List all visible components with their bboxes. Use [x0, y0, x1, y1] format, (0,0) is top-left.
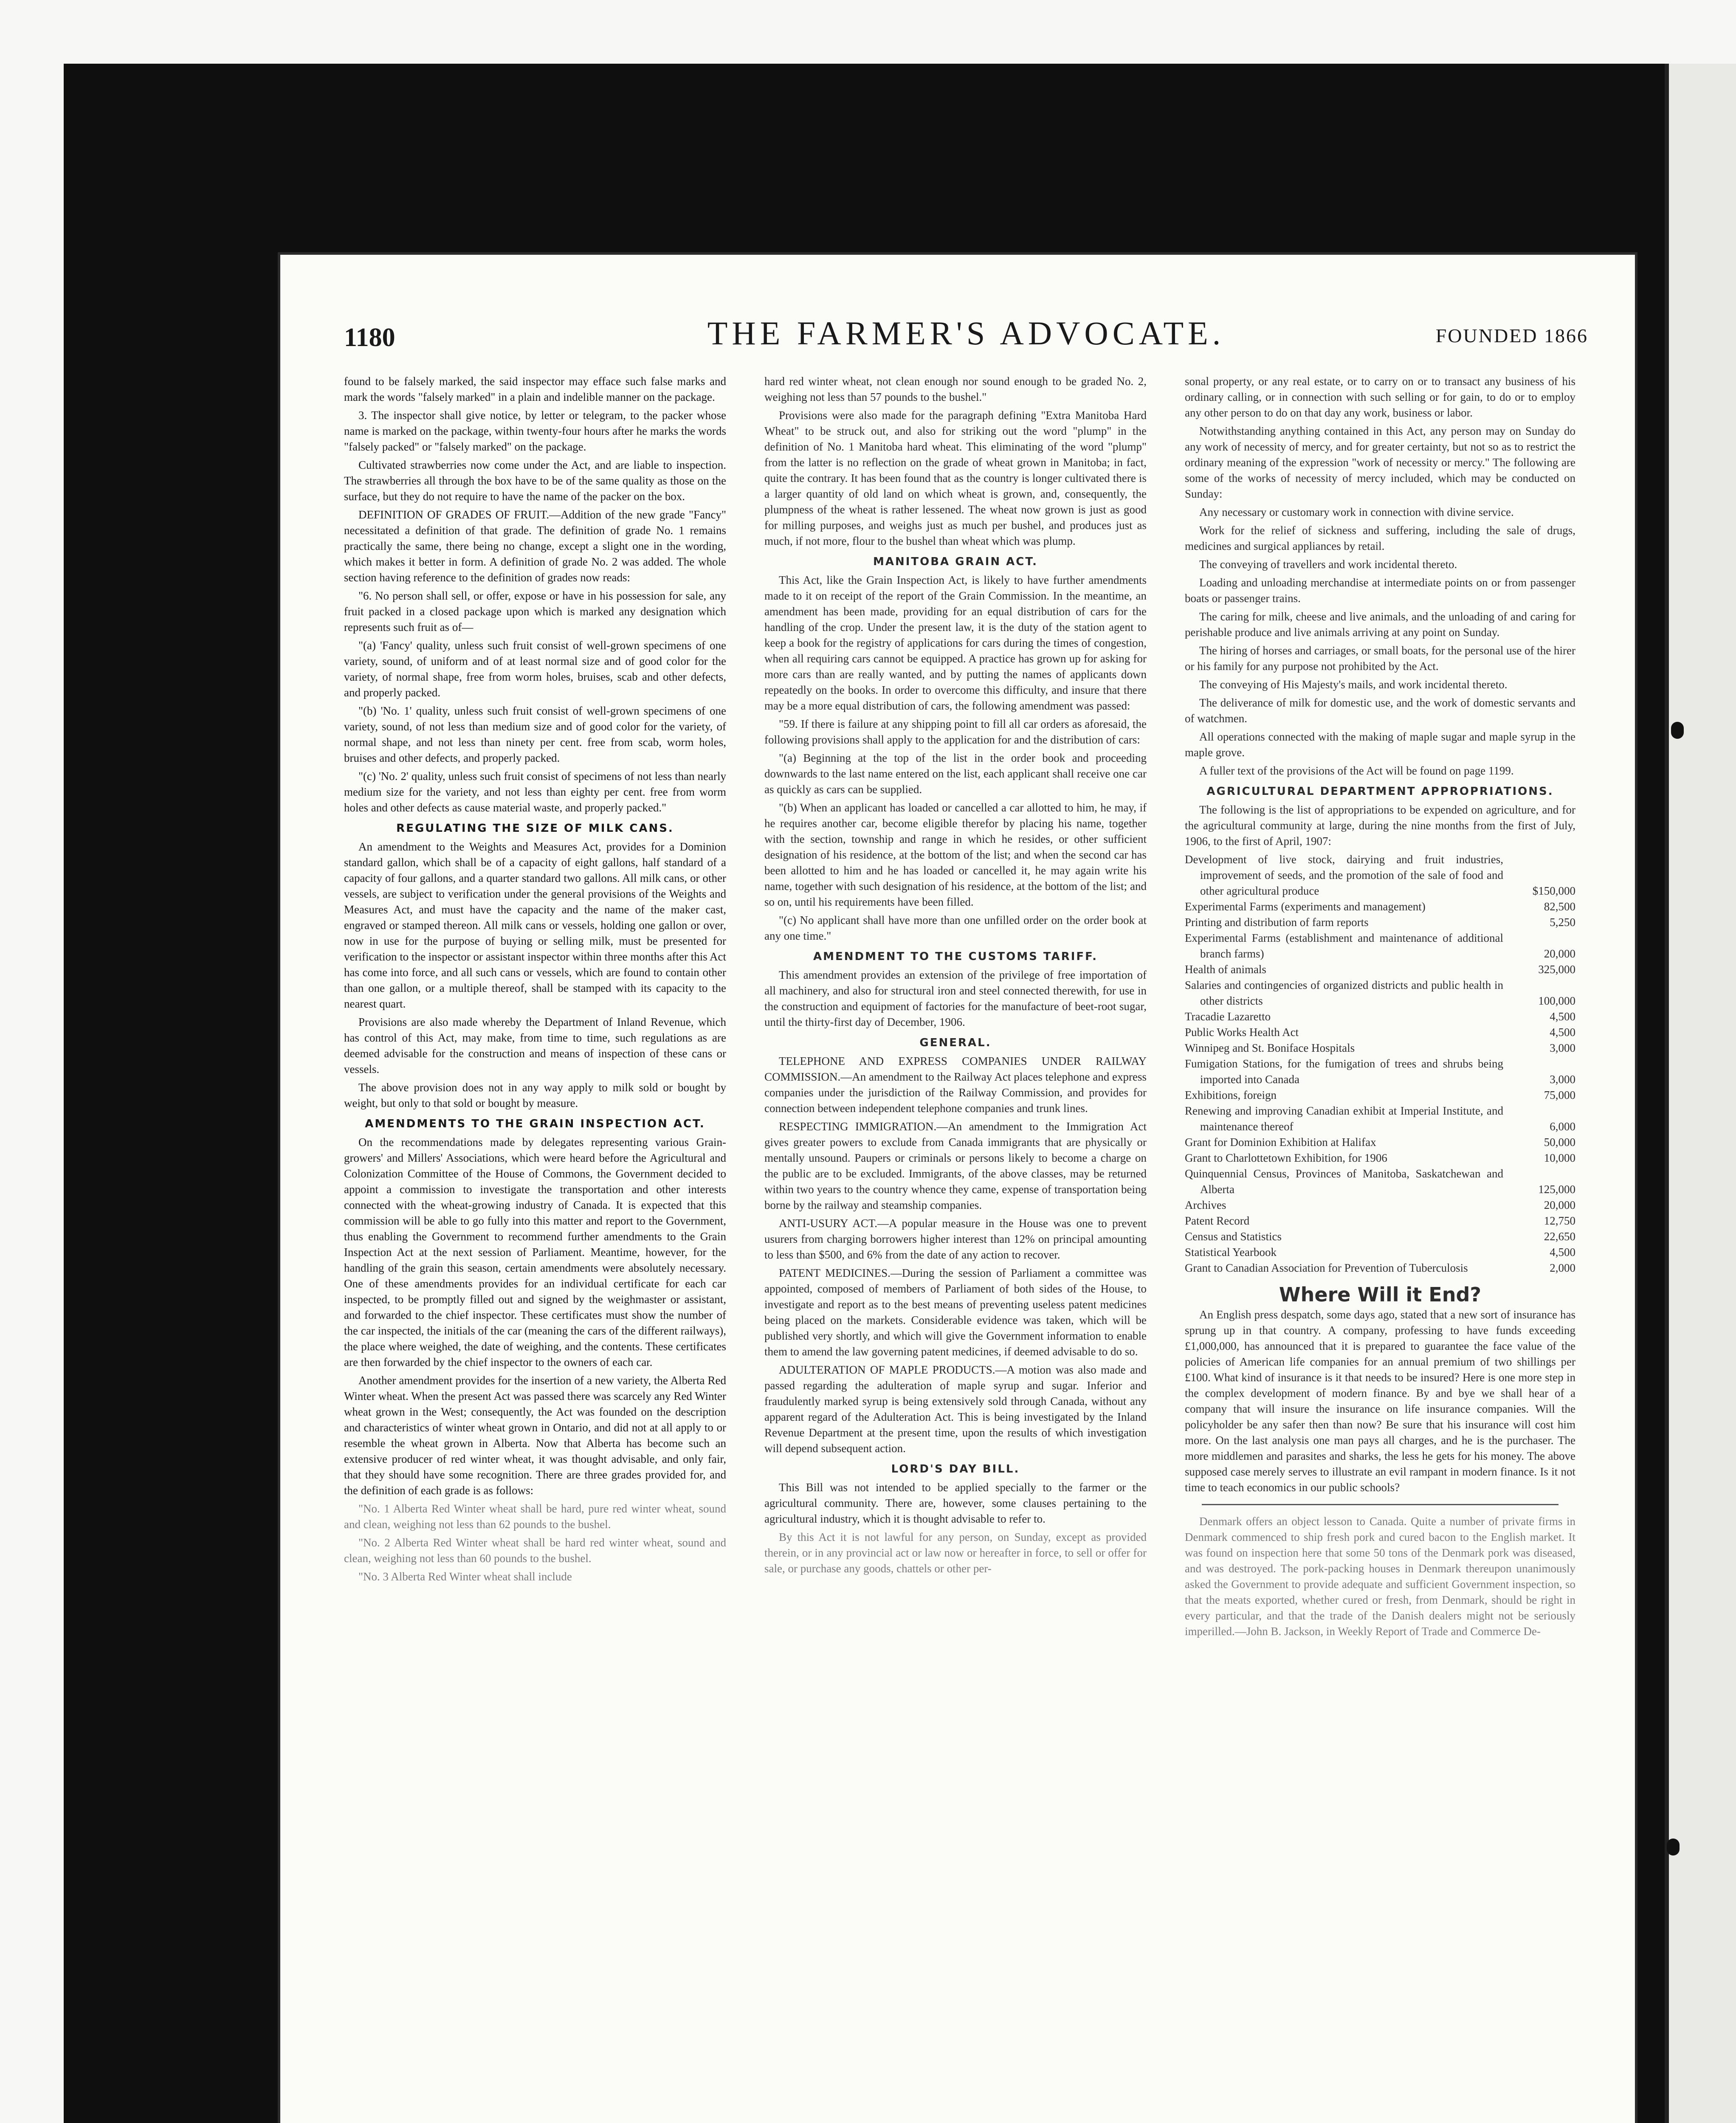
- paragraph: Provisions were also made for the paragraph defining "Extra Manitoba Hard Wheat" to be struck out, and also for striking out the word "plump" in the definition of No. 1 Manitoba hard wheat. This eliminating of the word "plump" from the latter is no reflection on the grade of wheat grown in Manitoba; in fact, quite the contrary. It has been found that as the country is longer cultivated there is a larger quantity of old land on which wheat is grown, and, consequently, the plumpness of the wheat is rather lessened. The wheat now grown is just as good for milling purposes, and weighs just as much per bushel, and produces just as much, if not more, flour to the bushel than wheat which was plump.: [764, 409, 1147, 547]
- paragraph: Denmark offers an object lesson to Canada. Quite a number of private firms in Denmark commenced to ship fresh pork and cured bacon to the English market. It was found on inspection here that some 50 tons of the Denmark pork was diseased, and was destroyed. The pork-packing houses in Denmark thereupon unanimously asked the Government to provide adequate and sufficient Government inspection, so that the meats exported, whether cured or fresh, from Denmark, should be right in every particular, and that the trade of the Danish dealers might not be seriously imperilled.—John B. Jackson, in Weekly Report of Trade and Commerce De-: [1185, 1515, 1575, 1638]
- appropriation-item: Health of animals: [1185, 963, 1266, 976]
- paragraph: DEFINITION OF GRADES OF FRUIT.—Addition of the new grade "Fancy" necessitated a definition of that grade. The definition of grade No. 1 remains practically the same, there being no change, except a slight one in the wording, which makes it better in form. A definition of grade No. 2 was added. The whole section having reference to the definition of grades now reads:: [344, 508, 726, 584]
- appropriation-amount: 50,000: [1544, 1136, 1575, 1149]
- appropriation-row: [1185, 1213, 1575, 1229]
- appropriation-amount: 75,000: [1544, 1089, 1575, 1101]
- appropriation-item: Experimental Farms (experiments and management): [1185, 900, 1426, 913]
- paragraph: "(a) Beginning at the top of the list in the order book and proceeding downwards to the last name entered on the list, each applicant shall receive one car as quickly as cars can be supplied.: [764, 752, 1147, 796]
- appropriation-row: [1185, 1166, 1575, 1197]
- paragraph: This Bill was not intended to be applied specially to the farmer or the agricultural community. There are, however, some clauses pertaining to the agricultural industry, which it is thought advisable to refer to.: [764, 1481, 1147, 1525]
- paragraph: Loading and unloading merchandise at intermediate points on or from passenger boats or passenger trains.: [1185, 576, 1575, 605]
- section-heading: MANITOBA GRAIN ACT.: [873, 555, 1038, 568]
- paragraph: Any necessary or customary work in connection with divine service.: [1199, 506, 1514, 518]
- paragraph: Cultivated strawberries now come under the Act, and are liable to inspection. The strawberries all through the box have to be of the same quality as those on the surface, but they do not require to have the name of the packer on the box.: [344, 459, 726, 503]
- appropriation-amount: 22,650: [1544, 1230, 1575, 1243]
- appropriation-item: Grant to Canadian Association for Prevention of Tuberculosis: [1185, 1261, 1468, 1274]
- section-heading: AMENDMENT TO THE CUSTOMS TARIFF.: [813, 950, 1098, 963]
- paragraph: Another amendment provides for the insertion of a new variety, the Alberta Red Winter wheat. When the present Act was passed there was scarcely any Red Winter wheat grown in the West; consequently, the Act was founded on the description and characteristics of winter wheat grown in Ontario, and did not at all apply to or resemble the wheat grown in Alberta. Now that Alberta has become such an extensive producer of red winter wheat, it was thought advisable, and only fair, that they should have some recognition. There are three grades provided for, and the definition of each grade is as follows:: [344, 1374, 726, 1497]
- paragraph: "No. 1 Alberta Red Winter wheat shall be hard, pure red winter wheat, sound and clean, weighing not less than 62 pounds to the bushel.: [344, 1502, 726, 1531]
- paragraph: "6. No person shall sell, or offer, expose or have in his possession for sale, any fruit packed in a closed package upon which is marked any designation which represents such fruit as of—: [344, 589, 726, 634]
- appropriation-item: Fumigation Stations, for the fumigation of trees and shrubs being imported into Canada: [1185, 1057, 1503, 1086]
- section-heading: GENERAL.: [919, 1036, 992, 1049]
- appropriation-row: [1185, 1150, 1575, 1166]
- appropriation-amount: 4,500: [1550, 1246, 1575, 1259]
- paragraph: This amendment provides an extension of the privilege of free importation of all machinery, and also for structural iron and steel connected therewith, for use in the construction and equipment of factories for the manufacture of beet-root sugar, until the thirty-first day of December, 1906.: [764, 969, 1147, 1028]
- paragraph: RESPECTING IMMIGRATION.—An amendment to the Immigration Act gives greater powers to exclude from Canada immigrants that are physically or mentally unsound. Paupers or criminals or persons likely to become a charge on the public are to be excluded. Immigrants, of the above classes, may be returned within two years to the country whence they came, expense of transportation being borne by the railway and steamship companies.: [764, 1120, 1147, 1211]
- section-heading: REGULATING THE SIZE OF MILK CANS.: [396, 822, 674, 835]
- column-left: [344, 374, 726, 1587]
- appropriation-row: [1185, 977, 1575, 1009]
- appropriation-row: [1185, 1229, 1575, 1245]
- paragraph: TELEPHONE AND EXPRESS COMPANIES UNDER RAILWAY COMMISSION.—An amendment to the Railway Act places telephone and express companies under the jurisdiction of the Railway Commission, and provides for connection between independent telephone companies and trunk lines.: [764, 1055, 1147, 1115]
- paragraph: The conveying of His Majesty's mails, and work incidental thereto.: [1199, 678, 1508, 691]
- appropriation-row: [1185, 962, 1575, 977]
- section-heading: AGRICULTURAL DEPARTMENT APPROPRIATIONS.: [1206, 785, 1554, 798]
- appropriation-amount: 325,000: [1538, 963, 1575, 976]
- paragraph: The conveying of travellers and work incidental thereto.: [1199, 558, 1457, 571]
- appropriation-item: Winnipeg and St. Boniface Hospitals: [1185, 1042, 1355, 1054]
- appropriation-amount: 5,250: [1550, 916, 1575, 929]
- paragraph: 3. The inspector shall give notice, by letter or telegram, to the packer whose name is marked on the package, within twenty-four hours after he marks the words "falsely packed" or "falsely marked" on the package.: [344, 409, 726, 453]
- appropriation-amount: 100,000: [1538, 994, 1575, 1007]
- paragraph: A fuller text of the provisions of the Act will be found on page 1199.: [1199, 764, 1514, 777]
- appropriations-table: [1185, 852, 1575, 1276]
- appropriation-row: [1185, 1260, 1575, 1276]
- appropriation-item: Grant to Charlottetown Exhibition, for 1906: [1185, 1152, 1387, 1164]
- appropriation-item: Census and Statistics: [1185, 1230, 1282, 1243]
- punch-hole: [1671, 722, 1684, 739]
- paragraph: ANTI-USURY ACT.—A popular measure in the House was one to prevent usurers from charging borrowers higher interest than 12% on principal amounting to less than $500, and 6% from the date of any action to recover.: [764, 1217, 1147, 1261]
- appropriation-row: [1185, 1103, 1575, 1135]
- appropriation-row: [1185, 915, 1575, 930]
- page-title: THE FARMER'S ADVOCATE.: [707, 315, 1225, 352]
- paragraph: The above provision does not in any way apply to milk sold or bought by weight, but only to that sold or bought by measure.: [344, 1081, 726, 1109]
- paragraph: All operations connected with the making of maple sugar and maple syrup in the maple grove.: [1185, 730, 1575, 759]
- appropriation-row: [1185, 852, 1575, 899]
- appropriation-row: [1185, 1040, 1575, 1056]
- appropriation-item: Experimental Farms (establishment and maintenance of additional branch farms): [1185, 932, 1503, 960]
- paragraph: found to be falsely marked, the said inspector may efface such false marks and mark the words "falsely marked" in a plain and indelible manner on the package.: [344, 375, 726, 403]
- appropriation-item: Salaries and contingencies of organized districts and public health in other districts: [1185, 979, 1503, 1007]
- appropriation-amount: 3,000: [1550, 1042, 1575, 1054]
- appropriation-amount: 12,750: [1544, 1214, 1575, 1227]
- appropriation-row: [1185, 1087, 1575, 1103]
- appropriation-row: [1185, 1197, 1575, 1213]
- paragraph: "No. 2 Alberta Red Winter wheat shall be hard red winter wheat, sound and clean, weighing not less than 60 pounds to the bushel.: [344, 1536, 726, 1565]
- appropriation-item: Statistical Yearbook: [1185, 1246, 1277, 1259]
- paragraph: "No. 3 Alberta Red Winter wheat shall include: [358, 1570, 572, 1583]
- paragraph: "(b) When an applicant has loaded or cancelled a car allotted to him, he may, if he requires another car, become eligible therefor by placing his name, together with the section, township and range in which he resides, or other sufficient designation of his residence, at the bottom of the list; and when the second car has been allotted to him and he has loaded or cancelled it, he may again write his name, together with such designation of his residence, at the bottom of the list; and so on, until his requirements have been filled.: [764, 801, 1147, 908]
- paragraph: "(a) 'Fancy' quality, unless such fruit consist of well-grown specimens of one variety, sound, of uniform and of at least normal size and of good color for the variety, of normal shape, free from worm holes, bruises, scab and other defects, and properly packed.: [344, 639, 726, 699]
- appropriation-item: Printing and distribution of farm reports: [1185, 916, 1369, 929]
- appropriation-amount: $150,000: [1532, 884, 1575, 897]
- appropriation-amount: 6,000: [1550, 1120, 1575, 1133]
- paragraph: ADULTERATION OF MAPLE PRODUCTS.—A motion was also made and passed regarding the adulteration of maple syrup and sugar. Inferior and fraudulently marked syrup is being extensively sold through Canada, without any apparent regard of the Adulteration Act. This is being investigated by the Inland Revenue Department at the present time, upon the results of which investigation will depend subsequent action.: [764, 1363, 1147, 1455]
- founded-date: FOUNDED 1866: [1435, 325, 1588, 346]
- section-heading: LORD'S DAY BILL.: [891, 1463, 1020, 1475]
- appropriation-item: Grant for Dominion Exhibition at Halifax: [1185, 1136, 1376, 1149]
- paragraph: Notwithstanding anything contained in this Act, any person may on Sunday do any work of necessity of mercy, and for greater certainty, but not so as to restrict the ordinary meaning of the expression "work of necessity or mercy." The following are some of the works of necessity of mercy included, which may be conducted on Sunday:: [1185, 425, 1575, 500]
- paragraph: By this Act it is not lawful for any person, on Sunday, except as provided therein, or in any provincial act or law now or hereafter in force, to sell or offer for sale, or purchase any goods, chattels or other per-: [764, 1531, 1147, 1575]
- page-number: 1180: [344, 323, 395, 352]
- appropriation-amount: 4,500: [1550, 1026, 1575, 1039]
- appropriation-row: [1185, 930, 1575, 962]
- section-heading: AMENDMENTS TO THE GRAIN INSPECTION ACT.: [365, 1118, 705, 1130]
- paragraph: This Act, like the Grain Inspection Act, is likely to have further amendments made to it on receipt of the report of the Grain Commission. In the meantime, an amendment has been made, providing for an equal distribution of cars for the handling of the crop. Under the present law, it is the duty of the station agent to keep a book for the registry of applications for cars during the times of congestion, when all requiring cars cannot be equipped. A practice has grown up for asking for more cars than are really wanted, and by putting the names of applicants down repeatedly on the books. In order to overcome this difficulty, and insure that there may be a more equal distribution of cars, the following amendment was passed:: [764, 574, 1147, 712]
- paragraph: sonal property, or any real estate, or to carry on or to transact any business of his ordinary calling, or in connection with such selling or for gain, to do or to employ any other person to do on that day any work, business or labor.: [1185, 375, 1575, 419]
- appropriation-amount: 4,500: [1550, 1010, 1575, 1023]
- paragraph: "(b) 'No. 1' quality, unless such fruit consist of well-grown specimens of one variety, sound, of not less than medium size and of good color for the variety, of normal shape, and not less than ninety per cent. free from scab, worm holes, bruises and other defects, and properly packed.: [344, 704, 726, 764]
- appropriation-item: Renewing and improving Canadian exhibit at Imperial Institute, and maintenance thereof: [1185, 1104, 1503, 1133]
- adjacent-page-edge: [1665, 64, 1736, 2123]
- paragraph: "(c) 'No. 2' quality, unless such fruit consist of specimens of not less than nearly medium size for the variety, and not less than eighty per cent. free from worm holes and other defects as cause material waste, and properly packed.": [344, 770, 726, 814]
- appropriation-item: Quinquennial Census, Provinces of Manitoba, Saskatchewan and Alberta: [1185, 1167, 1503, 1196]
- appropriation-row: [1185, 1009, 1575, 1025]
- appropriation-amount: 82,500: [1544, 900, 1575, 913]
- column-right: [1185, 374, 1575, 1642]
- paragraph: The deliverance of milk for domestic use, and the work of domestic servants and of watchmen.: [1185, 696, 1575, 725]
- paragraph: Work for the relief of sickness and suffering, including the sale of drugs, medicines and surgical appliances by retail.: [1185, 524, 1575, 552]
- punch-hole: [1667, 1839, 1680, 1856]
- appropriation-item: Public Works Health Act: [1185, 1026, 1299, 1039]
- appropriation-row: [1185, 1056, 1575, 1087]
- paragraph: "59. If there is failure at any shipping point to fill all car orders as aforesaid, the following provisions shall apply to the application for and the distribution of cars:: [764, 718, 1147, 746]
- appropriation-amount: 10,000: [1544, 1152, 1575, 1164]
- paragraph: hard red winter wheat, not clean enough nor sound enough to be graded No. 2, weighing not less than 57 pounds to the bushel.": [764, 375, 1147, 403]
- appropriation-item: Development of live stock, dairying and fruit industries, improvement of seeds, and the promotion of the sale of food and other agricultural produce: [1185, 853, 1503, 897]
- paragraph: An English press despatch, some days ago, stated that a new sort of insurance has sprung up in that country. A company, professing to have funds exceeding £1,000,000, has announced that it is prepared to guarantee the face value of the policies of American life companies for an annual premium of two shillings per £100. What kind of insurance is it that needs to be insured? Here is one more step in the complex development of modern finance. By and bye we shall hear of a company that will insure the insurance on life insurance companies. Will the policyholder be any safer then than now? Be sure that his insurance will cost him more. On the last analysis one man pays all charges, and he is the purchaser. The more middlemen and parasites and sharks, the less he gets for his money. The above supposed case merely serves to illustrate an evil rampant in modern finance. Is it not time to teach economics in our public schools?: [1185, 1308, 1575, 1494]
- paragraph: "(c) No applicant shall have more than one unfilled order on the order book at any one time.": [764, 914, 1147, 942]
- appropriation-row: [1185, 1245, 1575, 1260]
- paragraph: The hiring of horses and carriages, or small boats, for the personal use of the hirer or his family for any purpose not prohibited by the Act.: [1185, 644, 1575, 673]
- paragraph: An amendment to the Weights and Measures Act, provides for a Dominion standard gallon, which shall be of a capacity of eight gallons, half standard of a capacity of four gallons, and a quarter standard two gallons. All milk cans, or other vessels, are subject to verification under the general provisions of the Weights and Measures Act, and must have the capacity and the name of the maker cast, engraved or stamped thereon. All milk cans or vessels, holding one gallon or over, now in use for the purpose of buying or selling milk, must be presented for verification to the inspector or assistant inspector within three months after this Act has come into force, and all such cans or vessels, which are found to contain other than one gallon, or a multiple thereof, shall be stamped with its capacity to the nearest quart.: [344, 840, 726, 1010]
- paragraph: The caring for milk, cheese and live animals, and the unloading of and caring for perishable produce and live animals arriving at any point on Sunday.: [1185, 610, 1575, 639]
- column-middle: [764, 374, 1147, 1579]
- appropriation-item: Tracadie Lazaretto: [1185, 1010, 1271, 1023]
- newspaper-page: [280, 255, 1635, 2123]
- appropriation-item: Patent Record: [1185, 1214, 1250, 1227]
- paragraph: Provisions are also made whereby the Department of Inland Revenue, which has control of this Act, may make, from time to time, such regulations as are deemed advisable for the construction and means of inspection of these cans or vessels.: [344, 1016, 726, 1076]
- column-divider: [1202, 1504, 1558, 1505]
- page-header: [344, 314, 1588, 361]
- appropriation-amount: 20,000: [1544, 1199, 1575, 1211]
- appropriation-amount: 125,000: [1538, 1183, 1575, 1196]
- paragraph: PATENT MEDICINES.—During the session of Parliament a committee was appointed, composed of members of Parliament of both sides of the House, to investigate and report as to the best means of preventing useless patent medicines being placed on the markets. Considerable evidence was taken, which will be published very shortly, and which will give the Government information to enable them to amend the law governing patent medicines, if deemed advisable to do so.: [764, 1267, 1147, 1358]
- appropriation-row: [1185, 1135, 1575, 1150]
- appropriation-row: [1185, 899, 1575, 915]
- paragraph: On the recommendations made by delegates representing various Grain-growers' and Millers' Associations, which were heard before the Agricultural and Colonization Committee of the House of Commons, the Government decided to appoint a commission to investigate the transportation and other interests connected with the wheat-growing industry of Canada. It is expected that this commission will be able to go fully into this matter and report to the Government, thus enabling the Government to recommend further amendments to the Grain Inspection Act at the next session of Parliament. Meantime, however, for the handling of the grain this season, certain amendments were absolutely necessary. One of these amendments provides for an individual certificate for each car inspected, to be promptly filled out and signed by the weighmaster or assistant, and forwarded to the chief inspector. These certificates must show the number of the car inspected, the initials of the car (meaning the cars of the different railways), the place where weighed, the date of weighing, and the contents. These certificates are then forwarded by the chief inspector to the owners of each car.: [344, 1136, 726, 1368]
- appropriation-item: Archives: [1185, 1199, 1226, 1211]
- appropriation-amount: 3,000: [1550, 1073, 1575, 1086]
- appropriation-amount: 20,000: [1544, 947, 1575, 960]
- paragraph: The following is the list of appropriations to be expended on agriculture, and for the agricultural community at large, during the nine months from the first of July, 1906, to the first of April, 1907:: [1185, 803, 1575, 848]
- appropriation-amount: 2,000: [1550, 1261, 1575, 1274]
- article-heading: Where Will it End?: [1279, 1283, 1482, 1306]
- appropriation-row: [1185, 1025, 1575, 1040]
- appropriation-item: Exhibitions, foreign: [1185, 1089, 1277, 1101]
